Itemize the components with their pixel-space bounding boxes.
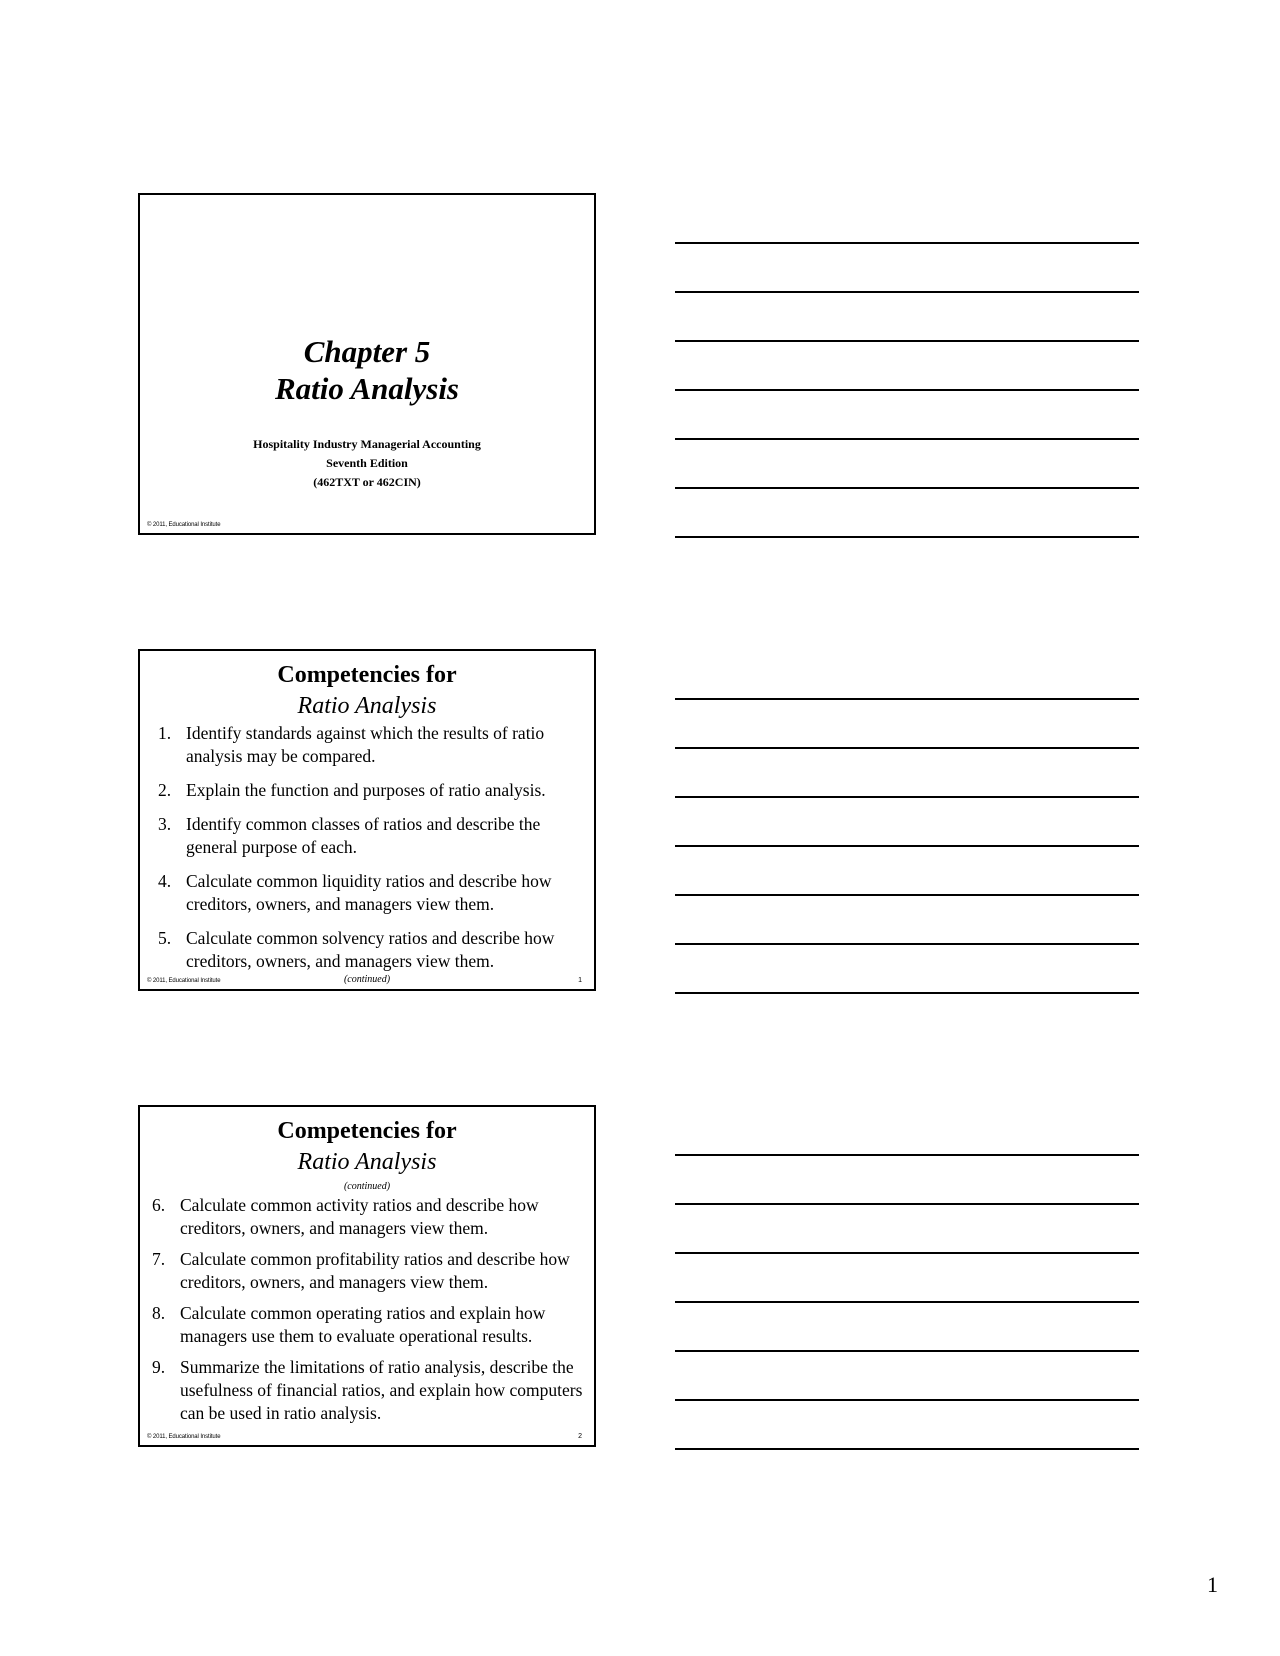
list-item (152, 1248, 586, 1294)
list-item (152, 1194, 586, 1240)
item-number: 9. (152, 1357, 166, 1377)
note-line (675, 291, 1139, 293)
heading-line-2: Ratio Analysis (297, 1149, 437, 1175)
list-item (158, 927, 584, 973)
heading-line-1: Competencies for (277, 662, 457, 688)
slide-heading (140, 651, 594, 722)
copyright-note: © 2011, Educational Institute (147, 978, 221, 984)
heading-line-1: Competencies for (277, 1118, 457, 1144)
competency-list (140, 722, 594, 973)
list-item (158, 813, 584, 859)
item-number: 7. (152, 1249, 166, 1269)
slide-title (138, 193, 596, 535)
competency-list (140, 1194, 594, 1425)
slide-number: 2 (578, 1433, 582, 1440)
item-text: Calculate common operating ratios and explain how managers use them to evaluate operational results. (180, 1303, 546, 1346)
item-text: Identify common classes of ratios and describe the general purpose of each. (186, 814, 541, 857)
note-line (675, 796, 1139, 798)
item-number: 4. (158, 871, 172, 891)
slide-number: 1 (578, 977, 582, 984)
note-line (675, 845, 1139, 847)
slide-competencies-2 (138, 1105, 596, 1447)
note-line (675, 340, 1139, 342)
title-line-chapter: Chapter 5 (303, 334, 431, 369)
title-line-topic: Ratio Analysis (274, 371, 460, 406)
item-text: Identify standards against which the results of ratio analysis may be compared. (186, 723, 545, 766)
heading-line-2: Ratio Analysis (297, 693, 437, 719)
item-text: Explain the function and purposes of ratio analysis. (186, 780, 546, 800)
note-line (675, 242, 1139, 244)
item-number: 6. (152, 1195, 166, 1215)
note-line (675, 1301, 1139, 1303)
slide-title-subtitle (140, 435, 594, 492)
note-line (675, 1154, 1139, 1156)
note-line (675, 1350, 1139, 1352)
item-text: Calculate common solvency ratios and describe how creditors, owners, and managers view them. (186, 928, 555, 971)
slide-title-heading (140, 333, 594, 407)
subtitle-edition: Seventh Edition (326, 456, 408, 470)
continued-label: (continued) (343, 1181, 391, 1192)
note-line (675, 1399, 1139, 1401)
note-line (675, 487, 1139, 489)
item-number: 3. (158, 814, 172, 834)
list-item (158, 870, 584, 916)
note-line (675, 943, 1139, 945)
item-number: 5. (158, 928, 172, 948)
subtitle-book: Hospitality Industry Managerial Accounting (253, 437, 481, 451)
note-line (675, 389, 1139, 391)
page-number: 1 (1207, 1572, 1218, 1597)
note-line (675, 992, 1139, 994)
list-item (152, 1356, 586, 1425)
subtitle-code: (462TXT or 462CIN) (313, 475, 421, 489)
slide-competencies-1 (138, 649, 596, 991)
note-line (675, 1203, 1139, 1205)
note-line (675, 698, 1139, 700)
item-number: 2. (158, 780, 172, 800)
note-line (675, 1448, 1139, 1450)
copyright-note: © 2011, Educational Institute (147, 1434, 221, 1440)
list-item (152, 1302, 586, 1348)
item-text: Calculate common activity ratios and describe how creditors, owners, and managers view them. (180, 1195, 539, 1238)
item-number: 8. (152, 1303, 166, 1323)
list-item (158, 722, 584, 768)
note-line (675, 438, 1139, 440)
item-number: 1. (158, 723, 172, 743)
note-line (675, 747, 1139, 749)
copyright-note: © 2011, Educational Institute (147, 522, 221, 528)
note-line (675, 536, 1139, 538)
note-line (675, 1252, 1139, 1254)
slide-heading (140, 1107, 594, 1178)
list-item (158, 779, 584, 802)
continued-label: (continued) (343, 974, 391, 985)
note-line (675, 894, 1139, 896)
item-text: Calculate common profitability ratios and describe how creditors, owners, and managers view them. (180, 1249, 570, 1292)
item-text: Summarize the limitations of ratio analysis, describe the usefulness of financial ratios, and explain how computers can be used in ratio analysis. (180, 1357, 583, 1423)
item-text: Calculate common liquidity ratios and describe how creditors, owners, and managers view them. (186, 871, 552, 914)
